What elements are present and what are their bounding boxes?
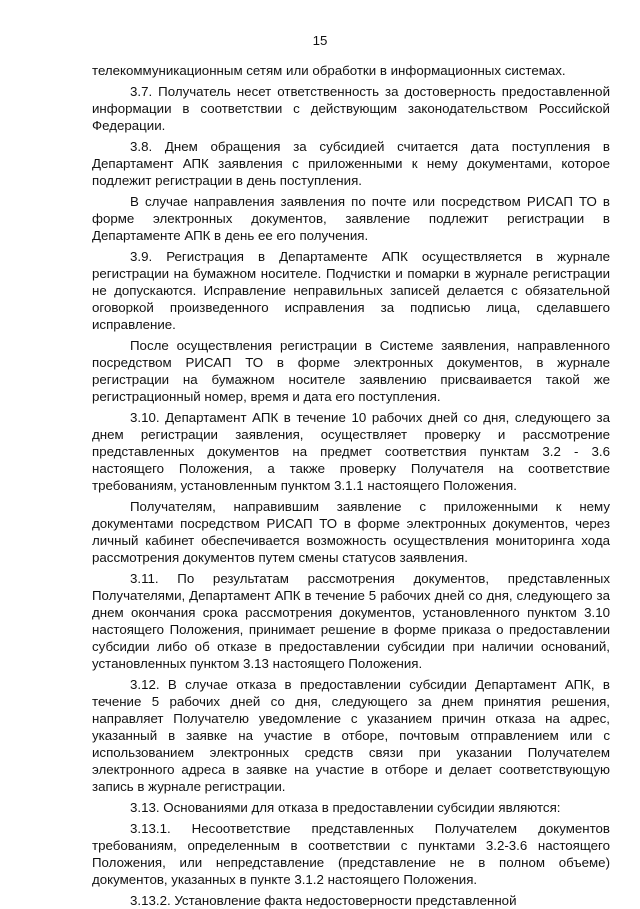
document-body <box>92 62 610 909</box>
paragraph: После осуществления регистрации в Системе заявления, направленного посредством РИСАП ТО в форме электронных документов, в журнале регистрации на бумажном носителе заявлению присваивается такой же регистрационный номер, время и дата его поступления. <box>92 338 610 404</box>
paragraph: 3.11. По результатам рассмотрения документов, представленных Получателями, Департамент АПК в течение 5 рабочих дней со дня, следующего за днем окончания срока рассмотрения документов, установленного пунктом 3.10 настоящего Положения, принимает решение в форме приказа о предоставлении субсидии либо об отказе в предоставлении субсидии при наличии оснований, установленных пунктом 3.13 настоящего Положения. <box>92 571 610 671</box>
paragraph: телекоммуникационным сетям или обработки в информационных системах. <box>92 63 566 78</box>
paragraph: 3.7. Получатель несет ответственность за достоверность предоставленной информации в соответствии с действующим законодательством Российской Федерации. <box>92 84 610 133</box>
paragraph: 3.13.1. Несоответствие представленных Получателем документов требованиям, определенным в соответствии с пунктами 3.2-3.6 настоящего Положения, или непредставление (представление не в полном объеме) документов, указанных в пункте 3.1.2 настоящего Положения. <box>92 821 610 887</box>
paragraph: Получателям, направившим заявление с приложенными к нему документами посредством РИСАП ТО в форме электронных документов, через личный кабинет обеспечивается возможность осуществления мониторинга хода рассмотрения документов путем смены статусов заявления. <box>92 499 610 565</box>
paragraph: 3.13.2. Установление факта недостоверности представленной <box>130 893 517 908</box>
paragraph: 3.10. Департамент АПК в течение 10 рабочих дней со дня, следующего за днем регистрации заявления, осуществляет проверку и рассмотрение представленных документов на предмет соответствия пунктам 3.2 - 3.6 настоящего Положения, а также проверку Получателя на соответствие требованиям, установленным пунктом 3.1.1 настоящего Положения. <box>92 410 610 493</box>
paragraph: 3.9. Регистрация в Департаменте АПК осуществляется в журнале регистрации на бумажном носителе. Подчистки и помарки в журнале регистрации не допускаются. Исправление неправильных записей делается с обязательной оговоркой произведенного исправления за подписью лица, сделавшего исправление. <box>92 249 610 332</box>
paragraph: 3.8. Днем обращения за субсидией считается дата поступления в Департамент АПК заявления с приложенными к нему документами, которое подлежит регистрации в день поступления. <box>92 139 610 188</box>
page-number: 15 <box>312 33 328 48</box>
paragraph: 3.12. В случае отказа в предоставлении субсидии Департамент АПК, в течение 5 рабочих дней со дня, следующего за днем принятия решения, направляет Получателю уведомление с указанием причин отказа на адрес, указанный в заявке на участие в отборе, почтовым отправлением или с использованием электронных средств связи при указании Получателем электронного адреса в заявке на участие в отборе и делает соответствующую запись в журнале регистрации. <box>92 677 610 794</box>
paragraph: 3.13. Основаниями для отказа в предоставлении субсидии являются: <box>130 800 561 815</box>
paragraph: В случае направления заявления по почте или посредством РИСАП ТО в форме электронных документов, заявление подлежит регистрации в Департаменте АПК в день ее его получения. <box>92 194 610 243</box>
